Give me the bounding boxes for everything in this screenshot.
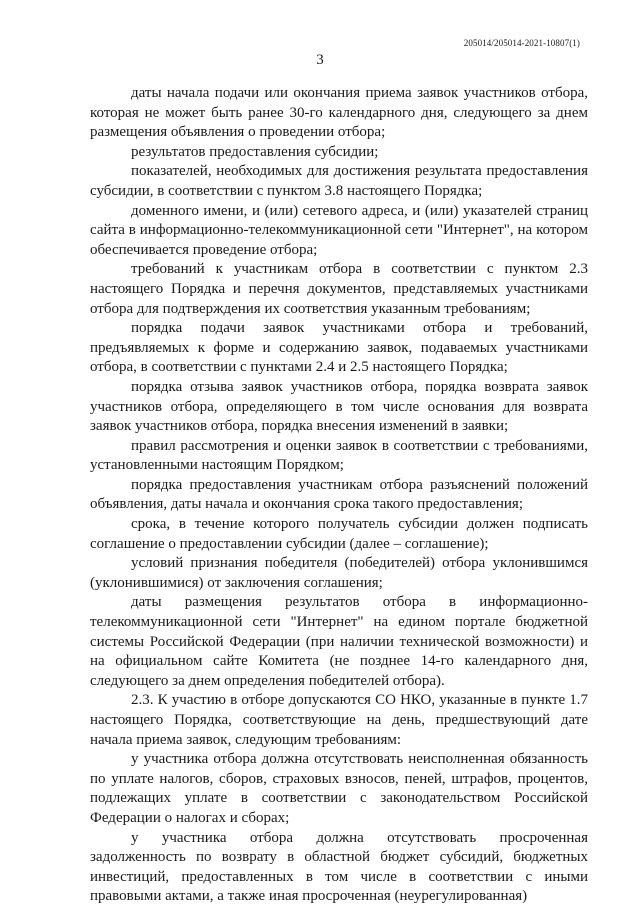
paragraph: правил рассмотрения и оценки заявок в соответствии с требованиями, установленными настоящим Порядком; <box>90 437 588 474</box>
section-paragraph-2-3: 2.3. К участию в отборе допускаются СО НКО, указанные в пункте 1.7 настоящего Порядка, соответствующие на день, предшествующий дате начала приема заявок, следующим требованиям: <box>90 692 588 748</box>
paragraph: даты начала подачи или окончания приема заявок участников отбора, которая не может быть ранее 30-го календарного дня, следующего за днем размещения объявления о проведении отбора; <box>90 85 588 141</box>
paragraph: даты размещения результатов отбора в информационно-телекоммуникационной сети "Интернет" на едином портале бюджетной системы Российской Федерации (при наличии технической возможности) и на официальном сайте Комитета (не позднее 14-го календарного дня, следующего за днем определения победителей отбора). <box>90 594 588 689</box>
paragraph: условий признания победителя (победителей) отбора уклонившимся (уклонившимися) от заключения соглашения; <box>90 555 588 591</box>
paragraph: срока, в течение которого получатель субсидии должен подписать соглашение о предоставлении субсидии (далее – соглашение); <box>90 516 588 552</box>
paragraph: доменного имени, и (или) сетевого адреса, и (или) указателей страниц сайта в информационно-телекоммуникационной сети "Интернет", на котором обеспечивается проведение отбора; <box>90 202 588 258</box>
paragraph: показателей, необходимых для достижения результата предоставления субсидии, в соответствии с пунктом 3.8 настоящего Порядка; <box>90 163 588 199</box>
paragraph: порядка подачи заявок участниками отбора и требований, предъявляемых к форме и содержанию заявок, подаваемых участниками отбора, в соответствии с пунктами 2.4 и 2.5 настоящего Порядка; <box>90 320 588 376</box>
paragraph: результатов предоставления субсидии; <box>131 143 379 160</box>
paragraph: порядка предоставления участникам отбора разъяснений положений объявления, даты начала и окончания срока такого предоставления; <box>90 476 588 513</box>
page-number: 3 <box>316 52 324 68</box>
paragraph: требований к участникам отбора в соответствии с пунктом 2.3 настоящего Порядка и перечня документов, представляемых участниками отбора для подтверждения их соответствия указанным требованиям; <box>90 261 588 317</box>
document-id: 205014/205014-2021-10807(1) <box>463 38 580 48</box>
paragraph: у участника отбора должна отсутствовать просроченная задолженность по возврату в областной бюджет субсидий, бюджетных инвестиций, предоставленных в том числе в соответствии с иными правовыми актами, а также иная просроченная (неурегулированная) <box>90 829 588 905</box>
document-body <box>90 84 588 907</box>
paragraph: порядка отзыва заявок участников отбора, порядка возврата заявок участников отбора, определяющего в том числе основания для возврата заявок участников отбора, порядка внесения изменений в заявки; <box>90 378 588 435</box>
paragraph: у участника отбора должна отсутствовать неисполненная обязанность по уплате налогов, сборов, страховых взносов, пеней, штрафов, процентов, подлежащих уплате в соответствии с законодательством Российской Федерации о налогах и сборах; <box>90 751 588 826</box>
